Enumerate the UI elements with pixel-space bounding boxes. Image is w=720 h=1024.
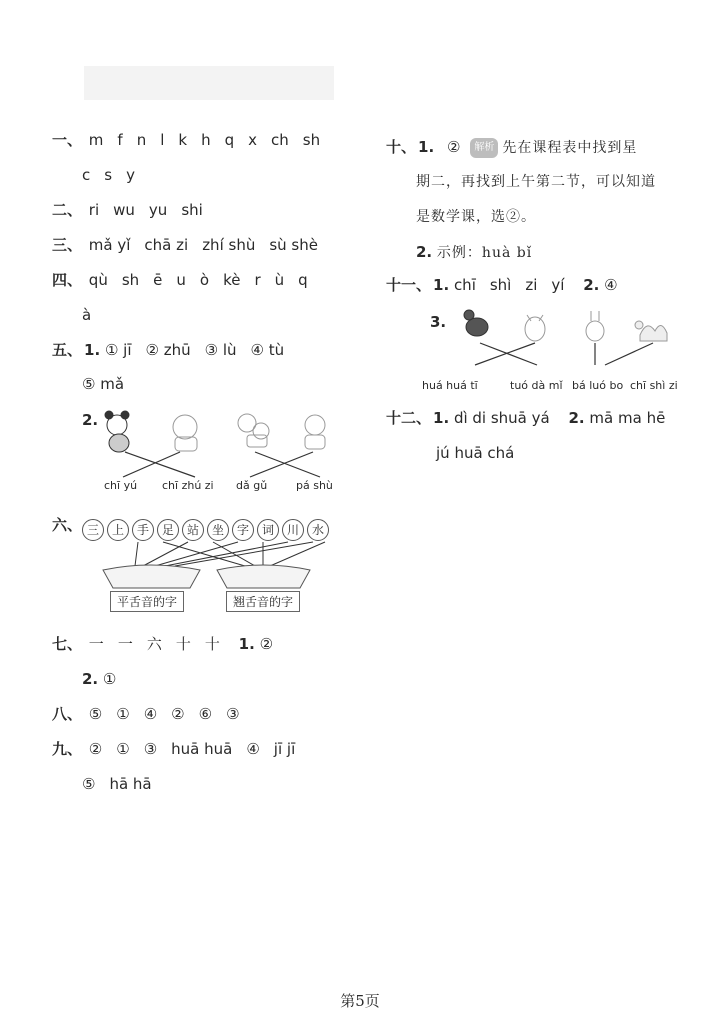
caption: bá luó bo [572,379,624,392]
section-8: 八、 ⑤ ① ④ ② ⑥ ③ [52,705,240,723]
animal-match-illustration-2 [455,305,675,375]
bowl-label-retroflex: 翘舌音的字 [226,591,300,612]
section-12-row-2: jú huā chá [436,444,515,462]
section-11-row-1: 十一、 1. chī shì zi yí 2. ④ [386,276,618,294]
caption: tuó dà mǐ [510,379,563,392]
seed-char: 坐 [207,519,229,541]
dog-icon [305,415,325,449]
header-band [84,66,334,100]
section-5-row-2: ⑤ mǎ [82,375,125,393]
seed-char: 字 [232,519,254,541]
section-4-row-1: 四、 qù sh ē u ò kè r ù q [52,271,308,289]
caption: chī yú [104,479,138,492]
rabbit-icon [586,311,604,341]
caption: chī zhú zi [162,479,214,492]
section-3: 三、 mǎ yǐ chā zi zhí shù sù shè [52,236,318,254]
section-5-num-2: 2. [82,411,99,429]
seed-char: 足 [157,519,179,541]
page-number: 第5页 [340,992,380,1010]
section-5-row-1: 五、 1. ① jī ② zhū ③ lù ④ tù [52,341,285,359]
bird-icon [464,310,488,336]
section-7-row-2: 2. ① [82,670,117,688]
section-10-row-1: 十、 1. ② 解析 先在课程表中找到星 [386,138,638,156]
analysis-tag: 解析 [470,138,498,158]
seed-char: 三 [82,519,104,541]
section-6-label: 六、 [52,516,83,534]
seed-char: 川 [282,519,304,541]
seed-char: 词 [257,519,279,541]
section-9-row-2: ⑤ hā hā [82,775,152,793]
section-4-row-2: à [82,306,92,324]
seed-char: 站 [182,519,204,541]
caption: chī shì zi [630,379,678,392]
caption: huá huá tī [422,379,478,392]
section-10-row-2: 期二，再找到上午第二节，可以知道 [416,174,656,190]
seed-char: 上 [107,519,129,541]
caption: dǎ gǔ [236,479,268,492]
monkey-icon [238,414,269,447]
seed-char: 水 [307,519,329,541]
fox-icon [525,315,545,341]
section-1-row-1: 一、 m f n l k h q x ch sh [52,131,321,149]
section-2: 二、 ri wu yu shi [52,201,203,219]
section-10-row-3: 是数学课，选②。 [416,209,536,225]
caption: pá shù [296,479,333,492]
panda-icon [105,411,129,452]
section-12-row-1: 十二、 1. dì di shuā yá 2. mā ma hē [386,409,666,427]
section-9-row-1: 九、 ② ① ③ huā huā ④ jī jī [52,740,296,758]
bowl-label-flat: 平舌音的字 [110,591,184,612]
seed-char: 手 [132,519,154,541]
section-1-row-2: c s y [82,166,135,184]
section-10-row-4: 2. 示例：huà bǐ [416,243,533,261]
section-7-row-1: 七、 一 一 六 十 十 1. ② [52,635,274,653]
lion-icon [173,415,197,451]
section-11-num-3: 3. [430,313,447,331]
camel-icon [635,321,667,341]
